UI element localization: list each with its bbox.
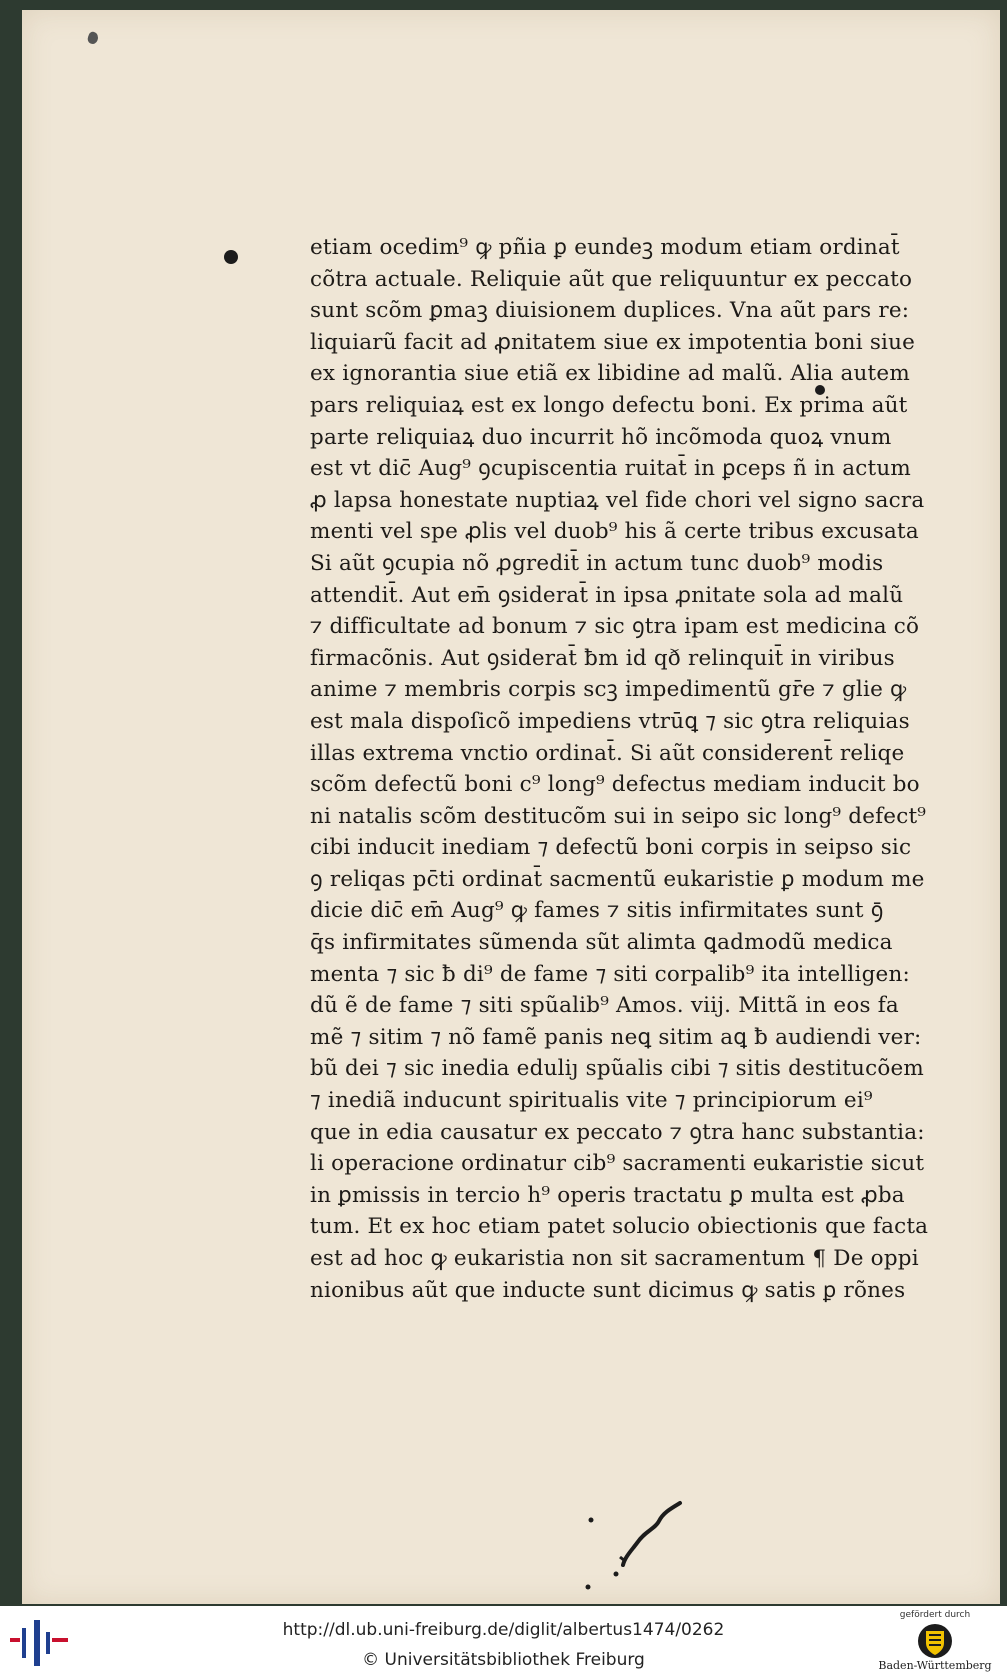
text-line: ni natalis scõm destitucõm sui in seipo sic long⁹ defect⁹ — [310, 803, 927, 829]
sponsor-name: Baden-Württemberg — [878, 1659, 992, 1672]
text-line: etiam ocedim⁹ ꝙ pñia ꝑ eundeꝫ modum etiam ordinat̄ — [310, 235, 900, 260]
text-line: mẽ ⁊ sitim ⁊ nõ famẽ panis neꝗ sitim aꝗ ƀ audiendi ver: — [310, 1024, 922, 1050]
text-line: cibi inducit inediam ⁊ defectũ boni corpis in seipso sic — [310, 835, 912, 861]
text-line: dũ ẽ de fame ⁊ siti spũalib⁹ Amos. viij. Mittã in eos fa — [310, 993, 899, 1019]
binding-hole — [224, 250, 238, 264]
text-line: parte reliquiaꝝ duo incurrit hõ incõmoda quoꝝ vnum — [310, 424, 892, 450]
signature-mark — [585, 1495, 695, 1600]
text-line: bũ dei ⁊ sic inedia eduliȷ spũalis cibi ⁊ sitis destitucõem — [310, 1056, 924, 1082]
text-line: firmacõnis. Aut ꝯsiderat̄ ƀm id qð relinquit̄ in viribus — [310, 645, 895, 671]
text-line: est ad hoc ꝙ eukaristia non sit sacramentum ¶ De oppi — [310, 1246, 919, 1271]
incunabulum-text-block — [310, 232, 929, 1306]
text-line: ⁊ difficultate ad bonum ⁊ sic ꝯtra ipam est medicina cõ — [310, 614, 920, 640]
text-line: dicie dic̄ em̄ Aug⁹ ꝙ fames ⁊ sitis infirmitates sunt ꝯ̄ — [310, 898, 884, 924]
text-line: est mala dispoſicõ impediens vtrūꝗ ⁊ sic ꝯtra reliquias — [310, 708, 910, 734]
text-line: que in edia causatur ex peccato ⁊ ꝯtra hanc substantia: — [310, 1119, 925, 1145]
document-url[interactable]: http://dl.ub.uni-freiburg.de/diglit/albertus1474/0262 — [282, 1620, 725, 1640]
text-line: ꝓ lapsa honestate nuptiaꝝ vel fide chori vel signo sacra — [310, 487, 925, 513]
text-line: ꝯ reliqas pc̄ti ordinat̄ sacmentũ eukaristie ꝑ modum me — [310, 866, 925, 892]
sponsor-badge — [870, 1610, 1000, 1678]
text-line: Si aũt ꝯcupia nõ ꝓgredit̄ in actum tunc duob⁹ modis — [310, 550, 884, 576]
text-line: ex ignorantia siue etiã ex libidine ad malũ. Alia autem — [310, 361, 910, 387]
text-line: q̄s infirmitates sũmenda sũt alimta ꝗadmodũ medica — [310, 930, 893, 956]
text-line: pars reliquiaꝝ est ex longo defectu boni. Ex prima aũt — [310, 392, 908, 418]
text-line: scõm defectũ boni c⁹ long⁹ defectus mediam inducit bo — [310, 772, 920, 798]
text-line: li operacione ordinatur cib⁹ sacramenti eukaristie sicut — [310, 1151, 925, 1177]
sponsor-label: gefördert durch — [899, 1610, 971, 1620]
copyright-notice: © Universitätsbibliothek Freiburg — [362, 1650, 645, 1670]
text-line: tum. Et ex hoc etiam patet solucio obiectionis que facta — [310, 1214, 929, 1240]
text-line: est vt dic̄ Aug⁹ ꝯcupiscentia ruitat̄ in ꝑceps ñ in actum — [310, 456, 911, 482]
text-line: menta ⁊ sic ƀ di⁹ de fame ⁊ siti corpalib⁹ ita intelligen: — [310, 961, 910, 987]
text-line: attendit̄. Aut em̄ ꝯsiderat̄ in ipsa ꝓnitate sola ad malũ — [310, 582, 904, 608]
text-line: cõtra actuale. Reliquie aũt que reliquuntur ex peccato — [310, 266, 913, 292]
text-line: menti vel spe ꝓlis vel duob⁹ his ã certe tribus excusata — [310, 519, 919, 545]
text-line: illas extrema vnctio ordinat̄. Si aũt considerent̄ reliqe — [310, 740, 905, 766]
text-line: ⁊ inediã inducunt spiritualis vite ⁊ principiorum ei⁹ — [310, 1088, 873, 1114]
text-line: in ꝑmissis in tercio h⁹ operis tractatu ꝑ multa est ꝓba — [310, 1182, 905, 1208]
viewer-footer — [0, 1606, 1007, 1680]
text-line: liquiarũ facit ad ꝓnitatem siue ex impotentia boni siue — [310, 329, 916, 355]
text-line: anime ⁊ membris corpis scꝫ impedimentũ gr̄e ⁊ glie ꝙ — [310, 677, 907, 703]
text-line: sunt scõm ꝑmaꝫ diuisionem duplices. Vna aũt pars re: — [310, 298, 910, 324]
text-line: nionibus aũt que inducte sunt dicimus ꝙ satis ꝑ rõnes — [310, 1277, 906, 1303]
baden-wuerttemberg-seal-icon — [917, 1623, 953, 1659]
